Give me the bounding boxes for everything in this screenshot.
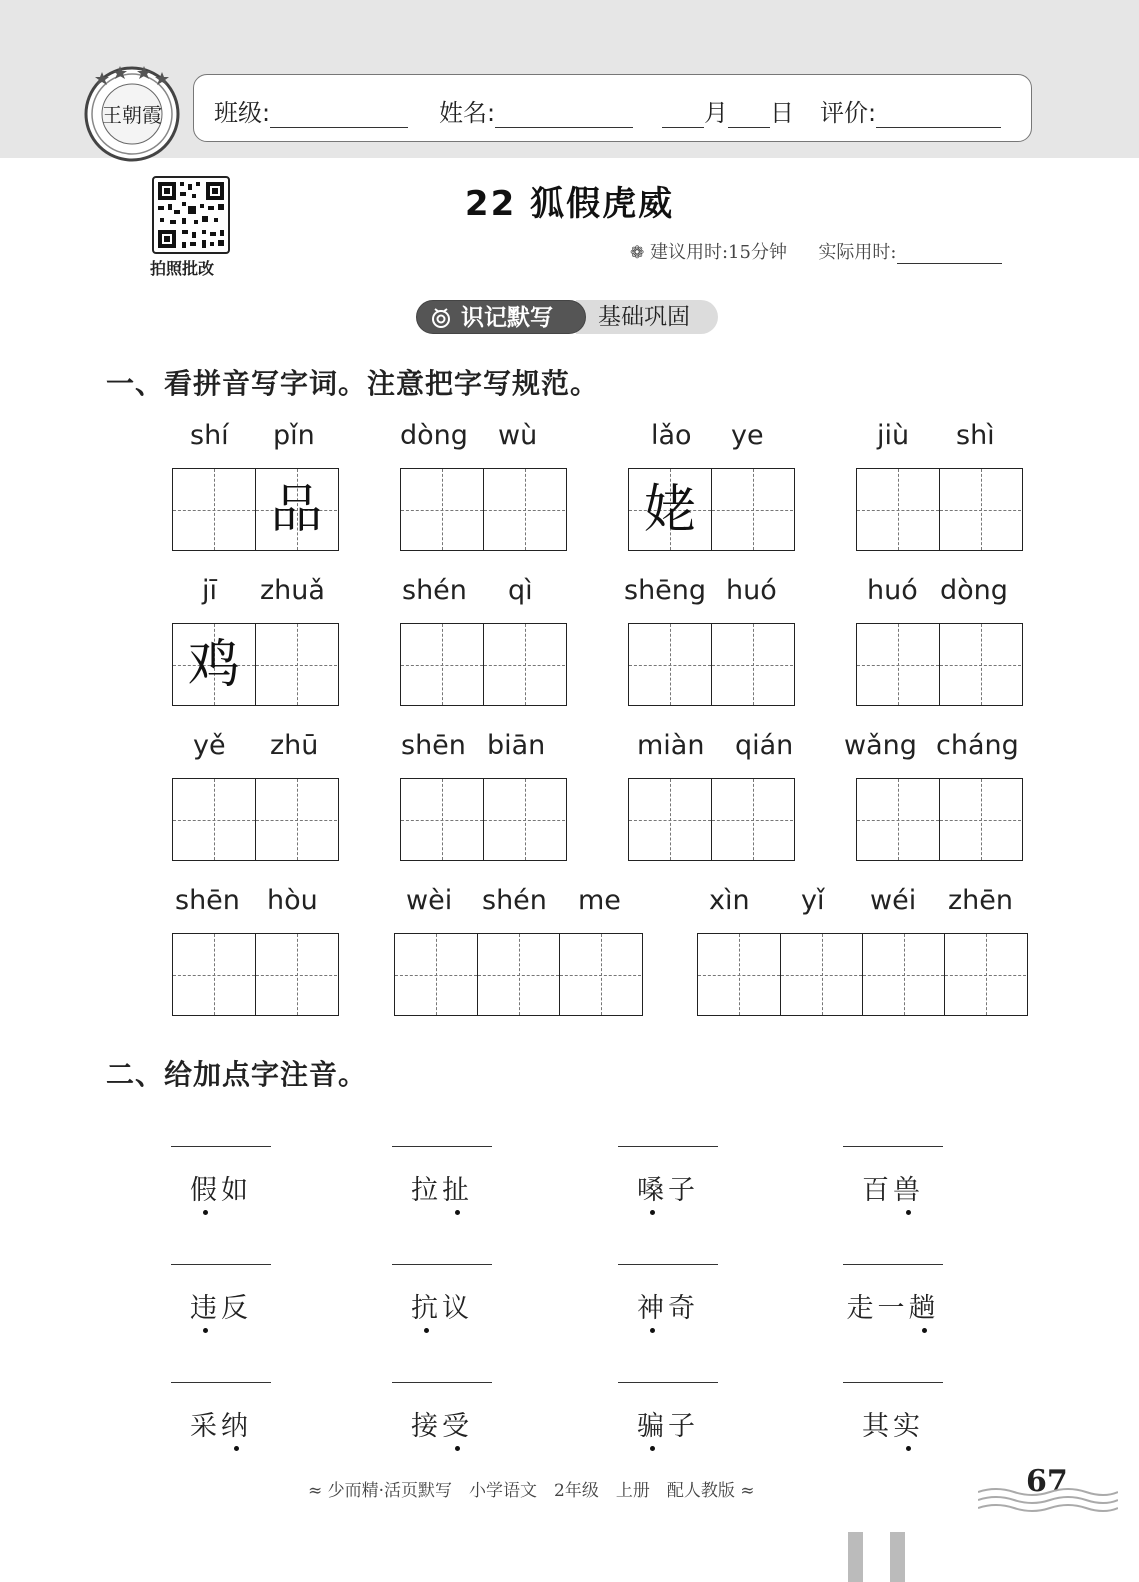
clock-icon: ❁ [630,243,645,263]
target-word: 走一趟 [846,1293,940,1324]
emphasis-dot [424,1328,429,1333]
pinyin-label: shì [956,420,995,451]
emphasis-dot [650,1210,655,1215]
pinyin-label: ye [731,420,764,451]
pinyin-label: biān [487,730,546,761]
answer-line[interactable] [171,1264,271,1265]
answer-line[interactable] [843,1146,943,1147]
writing-cell[interactable] [629,779,711,860]
emphasis-dot [650,1446,655,1451]
footer-series: ≈ 少而精·活页默写 小学语文 2年级 上册 配人教版 ≈ [308,1481,755,1501]
writing-cell[interactable] [173,469,255,550]
writing-grid [172,778,339,861]
emphasis-dot [922,1328,927,1333]
answer-line[interactable] [392,1264,492,1265]
pinyin-label: qì [508,575,533,606]
month-blank[interactable] [662,101,704,128]
answer-line[interactable] [392,1146,492,1147]
svg-text:王朝霞: 王朝霞 [102,103,162,127]
publisher-logo [82,62,182,162]
writing-cell[interactable] [483,779,565,860]
writing-cell[interactable] [629,624,711,705]
pinyin-label: jiù [877,420,910,451]
writing-cell[interactable] [939,469,1021,550]
writing-grid [856,623,1023,706]
writing-cell[interactable] [255,934,337,1015]
writing-cell[interactable] [477,934,559,1015]
target-word: 神奇 [637,1293,699,1324]
emphasis-dot [203,1328,208,1333]
writing-cell[interactable] [173,934,255,1015]
writing-grid [400,778,567,861]
writing-cell[interactable] [173,779,255,860]
pinyin-label: xìn [709,885,750,916]
writing-cell[interactable] [255,624,337,705]
writing-cell[interactable] [401,779,483,860]
pinyin-label: yǐ [801,885,825,916]
writing-grid [856,468,1023,551]
pinyin-label: zhēn [948,885,1014,916]
writing-cell[interactable] [559,934,641,1015]
class-blank[interactable] [270,101,408,128]
pinyin-label: zhuǎ [260,575,325,606]
pinyin-label: shí [190,420,229,451]
emphasis-dot [234,1446,239,1451]
suggested-time: 建议用时:15分钟 [649,242,787,263]
writing-cell[interactable] [939,779,1021,860]
target-word: 嗓子 [637,1175,699,1206]
target-word: 其实 [862,1411,924,1442]
answer-line[interactable] [171,1146,271,1147]
target-word: 接受 [411,1411,473,1442]
actual-time-blank[interactable] [897,243,1002,264]
qr-label: 拍照批改 [150,259,215,278]
writing-cell[interactable] [629,469,711,550]
pinyin-label: wèi [406,885,453,916]
target-word: 假如 [190,1175,252,1206]
writing-grid [628,623,795,706]
writing-cell[interactable] [173,624,255,705]
badge-light-label: 基础巩固 [576,300,718,334]
writing-cell[interactable] [401,624,483,705]
pinyin-label: me [578,885,621,916]
answer-line[interactable] [618,1146,718,1147]
emphasis-dot [650,1328,655,1333]
pinyin-label: dòng [940,575,1008,606]
target-word: 百兽 [862,1175,924,1206]
writing-cell[interactable] [255,469,337,550]
pinyin-label: huó [867,575,918,606]
pinyin-label: wéi [870,885,917,916]
written-character: 品 [270,480,323,540]
answer-line[interactable] [618,1264,718,1265]
emphasis-dot [906,1446,911,1451]
writing-cell[interactable] [780,934,862,1015]
writing-cell[interactable] [483,624,565,705]
student-info-box [193,74,1032,142]
pinyin-label: shēn [401,730,466,761]
day-blank[interactable] [728,101,770,128]
pinyin-label: dòng [400,420,468,451]
target-word: 违反 [190,1293,252,1324]
writing-grid [400,623,567,706]
answer-line[interactable] [843,1382,943,1383]
actual-time-label: 实际用时: [818,242,897,263]
pinyin-label: hòu [267,885,318,916]
pinyin-label: miàn [637,730,705,761]
name-label: 姓名: [439,99,496,127]
writing-cell[interactable] [944,934,1026,1015]
answer-line[interactable] [843,1264,943,1265]
writing-cell[interactable] [857,779,939,860]
pinyin-label: zhū [270,730,319,761]
writing-cell[interactable] [857,624,939,705]
target-word: 拉扯 [411,1175,473,1206]
pinyin-label: shēng [624,575,707,606]
writing-grid [400,468,567,551]
writing-cell[interactable] [711,469,793,550]
name-field[interactable] [439,93,633,128]
emphasis-dot [203,1210,208,1215]
written-character: 鸡 [187,635,240,695]
pinyin-label: shén [402,575,467,606]
answer-line[interactable] [618,1382,718,1383]
pinyin-label: wǎng [844,730,917,761]
answer-line[interactable] [171,1382,271,1383]
pinyin-label: jī [202,575,218,606]
class-field[interactable] [214,93,408,128]
pinyin-label: yě [193,730,226,761]
day-label: 日 [770,99,794,127]
writing-cell[interactable] [711,624,793,705]
writing-grid [628,778,795,861]
pinyin-label: shēn [175,885,240,916]
writing-cell[interactable] [395,934,477,1015]
page-number: 67 [1026,1464,1068,1499]
section2-heading: 二、给加点字注音。 [106,1058,368,1091]
pinyin-label: pǐn [273,420,315,451]
writing-cell[interactable] [939,624,1021,705]
binding-mark-2 [890,1532,905,1582]
writing-cell[interactable] [255,779,337,860]
binding-mark-1 [848,1532,863,1582]
written-character: 姥 [643,480,696,540]
answer-line[interactable] [392,1382,492,1383]
writing-grid [856,778,1023,861]
wave-decoration [978,1486,1118,1516]
eval-field[interactable] [820,93,1001,128]
writing-grid [628,468,795,551]
name-blank[interactable] [495,101,633,128]
medal-icon [429,306,453,330]
writing-grid [172,933,339,1016]
target-word: 采纳 [190,1411,252,1442]
emphasis-dot [455,1446,460,1451]
target-word: 骗子 [637,1411,699,1442]
target-word: 抗议 [411,1293,473,1324]
time-row [630,238,1002,264]
eval-label: 评价: [820,99,877,127]
date-field[interactable] [662,93,794,128]
writing-cell[interactable] [857,469,939,550]
writing-grid [394,933,643,1016]
badge-dark-label: 识记默写 [416,300,586,334]
pinyin-label: shén [482,885,547,916]
page-title: 22 狐假虎威 [464,184,675,224]
pinyin-label: qián [735,730,794,761]
writing-cell[interactable] [862,934,944,1015]
pinyin-label: wù [498,420,538,451]
writing-grid [697,933,1028,1016]
section1-heading: 一、看拼音写字词。注意把字写规范。 [106,367,600,400]
writing-cell[interactable] [698,934,780,1015]
writing-cell[interactable] [401,469,483,550]
eval-blank[interactable] [876,101,1001,128]
pinyin-label: lǎo [651,420,692,451]
month-label: 月 [704,99,728,127]
emphasis-dot [455,1210,460,1215]
writing-grid [172,623,339,706]
writing-cell[interactable] [483,469,565,550]
writing-cell[interactable] [711,779,793,860]
pinyin-label: cháng [936,730,1019,761]
emphasis-dot [906,1210,911,1215]
writing-grid [172,468,339,551]
class-label: 班级: [214,99,271,127]
pinyin-label: huó [726,575,777,606]
